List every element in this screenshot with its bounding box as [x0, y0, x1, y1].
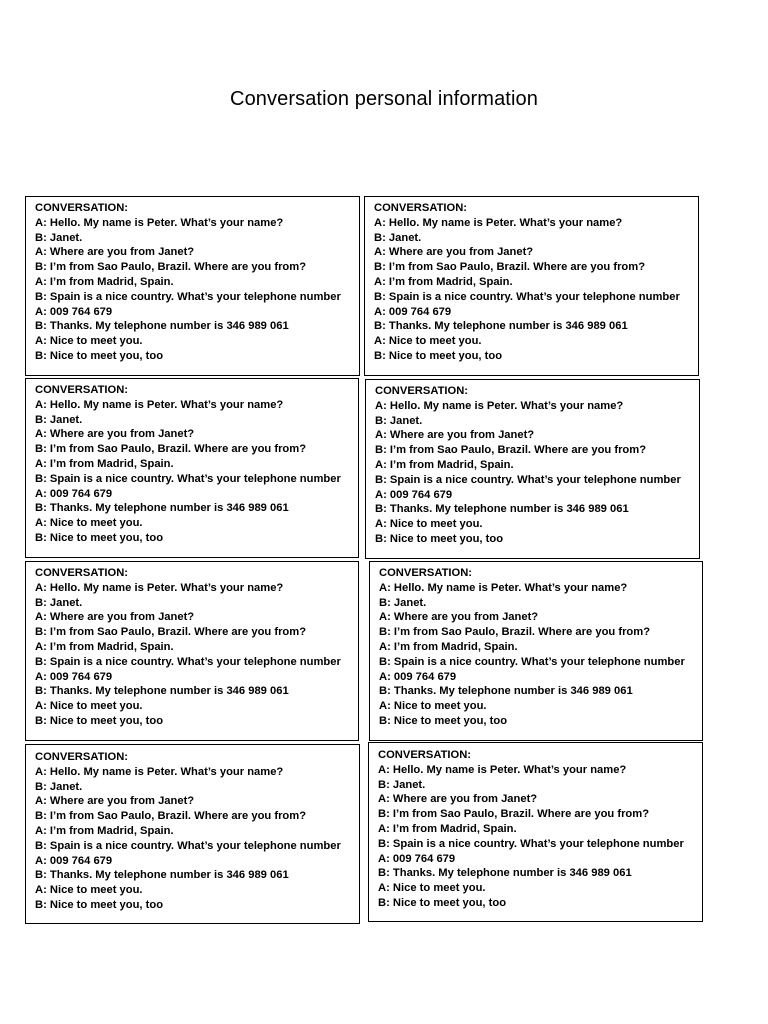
conversation-heading: CONVERSATION: [35, 384, 129, 396]
dialogue-line: A: Where are you from Janet? [35, 428, 195, 441]
dialogue-line: A: Hello. My name is Peter. What’s your name? [35, 581, 284, 594]
dialogue-line: A: Nice to meet you. [35, 884, 143, 897]
conversation-card [364, 196, 699, 376]
dialogue-line: B: Spain is a nice country. What’s your telephone number [35, 290, 341, 303]
dialogue-line: A: Hello. My name is Peter. What’s your name? [374, 216, 623, 229]
conversation-lines [375, 384, 699, 547]
dialogue-line: A: Hello. My name is Peter. What’s your name? [379, 581, 628, 594]
dialogue-line: A: I’m from Madrid, Spain. [378, 822, 517, 835]
conversation-card [25, 561, 359, 741]
dialogue-line: B: Janet. [35, 413, 83, 426]
dialogue-line: B: Janet. [35, 780, 83, 793]
dialogue-line: B: Janet. [35, 231, 83, 244]
dialogue-line: A: Nice to meet you. [374, 335, 482, 348]
dialogue-line: A: I’m from Madrid, Spain. [35, 275, 174, 288]
dialogue-line: B: Spain is a nice country. What’s your telephone number [374, 290, 680, 303]
conversation-lines [35, 201, 359, 364]
dialogue-line: B: Spain is a nice country. What’s your telephone number [378, 837, 684, 850]
conversation-card [365, 379, 700, 559]
dialogue-line: B: Thanks. My telephone number is 346 989 061 [379, 685, 633, 698]
dialogue-line: B: Nice to meet you, too [35, 349, 164, 362]
dialogue-line: A: I’m from Madrid, Spain. [35, 824, 174, 837]
dialogue-line: A: Where are you from Janet? [374, 246, 534, 259]
dialogue-line: B: I’m from Sao Paulo, Brazil. Where are you from? [378, 808, 650, 821]
dialogue-line: A: Hello. My name is Peter. What’s your name? [375, 399, 624, 412]
dialogue-line: B: I’m from Sao Paulo, Brazil. Where are you from? [35, 810, 307, 823]
dialogue-line: B: Thanks. My telephone number is 346 989 061 [378, 867, 632, 880]
conversation-card [25, 378, 359, 558]
dialogue-line: A: Where are you from Janet? [35, 611, 195, 624]
dialogue-line: A: Where are you from Janet? [35, 795, 195, 808]
dialogue-line: B: Janet. [375, 414, 423, 427]
conversation-heading: CONVERSATION: [35, 751, 129, 763]
dialogue-line: A: Hello. My name is Peter. What’s your name? [35, 765, 284, 778]
dialogue-line: A: Where are you from Janet? [378, 793, 538, 806]
dialogue-line: A: 009 764 679 [379, 670, 457, 683]
dialogue-line: A: 009 764 679 [375, 488, 453, 501]
dialogue-line: B: Spain is a nice country. What’s your telephone number [35, 655, 341, 668]
dialogue-line: B: Janet. [379, 596, 427, 609]
dialogue-line: B: Nice to meet you, too [374, 349, 503, 362]
dialogue-line: B: Nice to meet you, too [378, 896, 507, 909]
dialogue-line: A: I’m from Madrid, Spain. [379, 640, 518, 653]
dialogue-line: B: I’m from Sao Paulo, Brazil. Where are you from? [374, 261, 646, 274]
dialogue-line: B: Janet. [378, 778, 426, 791]
conversation-lines [35, 383, 358, 546]
dialogue-line: B: Thanks. My telephone number is 346 989 061 [374, 320, 628, 333]
dialogue-line: B: Thanks. My telephone number is 346 989 061 [35, 869, 289, 882]
dialogue-line: A: Nice to meet you. [35, 335, 143, 348]
conversation-lines [378, 747, 702, 911]
dialogue-line: B: Janet. [35, 596, 83, 609]
conversation-heading: CONVERSATION: [375, 385, 469, 397]
dialogue-line: B: Thanks. My telephone number is 346 989 061 [35, 502, 289, 515]
dialogue-line: A: I’m from Madrid, Spain. [375, 458, 514, 471]
conversation-lines [374, 201, 698, 364]
dialogue-line: A: Nice to meet you. [35, 517, 143, 530]
dialogue-line: B: Spain is a nice country. What’s your telephone number [35, 472, 341, 485]
dialogue-line: B: I’m from Sao Paulo, Brazil. Where are you from? [375, 444, 647, 457]
conversation-heading: CONVERSATION: [379, 567, 473, 579]
dialogue-line: A: Nice to meet you. [378, 882, 486, 895]
dialogue-line: A: Hello. My name is Peter. What’s your name? [35, 398, 284, 411]
conversation-heading: CONVERSATION: [374, 202, 468, 214]
dialogue-line: A: Nice to meet you. [35, 700, 143, 713]
dialogue-line: A: Where are you from Janet? [35, 246, 195, 259]
dialogue-line: B: Thanks. My telephone number is 346 989 061 [375, 503, 629, 516]
dialogue-line: B: I’m from Sao Paulo, Brazil. Where are you from? [35, 443, 307, 456]
dialogue-line: B: Nice to meet you, too [35, 898, 164, 911]
conversation-card [25, 196, 360, 376]
dialogue-line: A: Nice to meet you. [379, 700, 487, 713]
dialogue-line: A: 009 764 679 [378, 852, 456, 865]
dialogue-line: B: Nice to meet you, too [35, 714, 164, 727]
conversation-card [25, 744, 360, 924]
dialogue-line: A: I’m from Madrid, Spain. [35, 640, 174, 653]
dialogue-line: B: Spain is a nice country. What’s your telephone number [375, 473, 681, 486]
conversation-card [368, 742, 703, 922]
page-title: Conversation personal information [230, 88, 538, 110]
dialogue-line: B: Nice to meet you, too [35, 531, 164, 544]
dialogue-line: B: I’m from Sao Paulo, Brazil. Where are you from? [35, 261, 307, 274]
conversation-heading: CONVERSATION: [378, 749, 472, 761]
dialogue-line: A: 009 764 679 [374, 305, 452, 318]
dialogue-line: B: Thanks. My telephone number is 346 989 061 [35, 685, 289, 698]
dialogue-line: A: 009 764 679 [35, 487, 113, 500]
dialogue-line: A: 009 764 679 [35, 305, 113, 318]
dialogue-line: B: I’m from Sao Paulo, Brazil. Where are you from? [379, 626, 651, 639]
dialogue-line: A: I’m from Madrid, Spain. [374, 275, 513, 288]
dialogue-line: A: Hello. My name is Peter. What’s your name? [378, 763, 627, 776]
dialogue-line: B: Nice to meet you, too [379, 714, 508, 727]
dialogue-line: A: Hello. My name is Peter. What’s your name? [35, 216, 284, 229]
dialogue-line: B: Nice to meet you, too [375, 532, 504, 545]
dialogue-line: B: Janet. [374, 231, 422, 244]
dialogue-line: B: Spain is a nice country. What’s your telephone number [35, 839, 341, 852]
dialogue-line: B: Spain is a nice country. What’s your telephone number [379, 655, 685, 668]
dialogue-line: A: Where are you from Janet? [375, 429, 535, 442]
conversation-heading: CONVERSATION: [35, 202, 129, 214]
dialogue-line: A: Nice to meet you. [375, 518, 483, 531]
conversation-card [369, 561, 703, 741]
conversation-lines [379, 566, 702, 729]
conversation-lines [35, 749, 359, 913]
dialogue-line: A: 009 764 679 [35, 670, 113, 683]
conversation-heading: CONVERSATION: [35, 567, 129, 579]
dialogue-line: A: 009 764 679 [35, 854, 113, 867]
dialogue-line: B: Thanks. My telephone number is 346 989 061 [35, 320, 289, 333]
dialogue-line: A: Where are you from Janet? [379, 611, 539, 624]
dialogue-line: A: I’m from Madrid, Spain. [35, 457, 174, 470]
conversation-lines [35, 566, 358, 729]
dialogue-line: B: I’m from Sao Paulo, Brazil. Where are you from? [35, 626, 307, 639]
